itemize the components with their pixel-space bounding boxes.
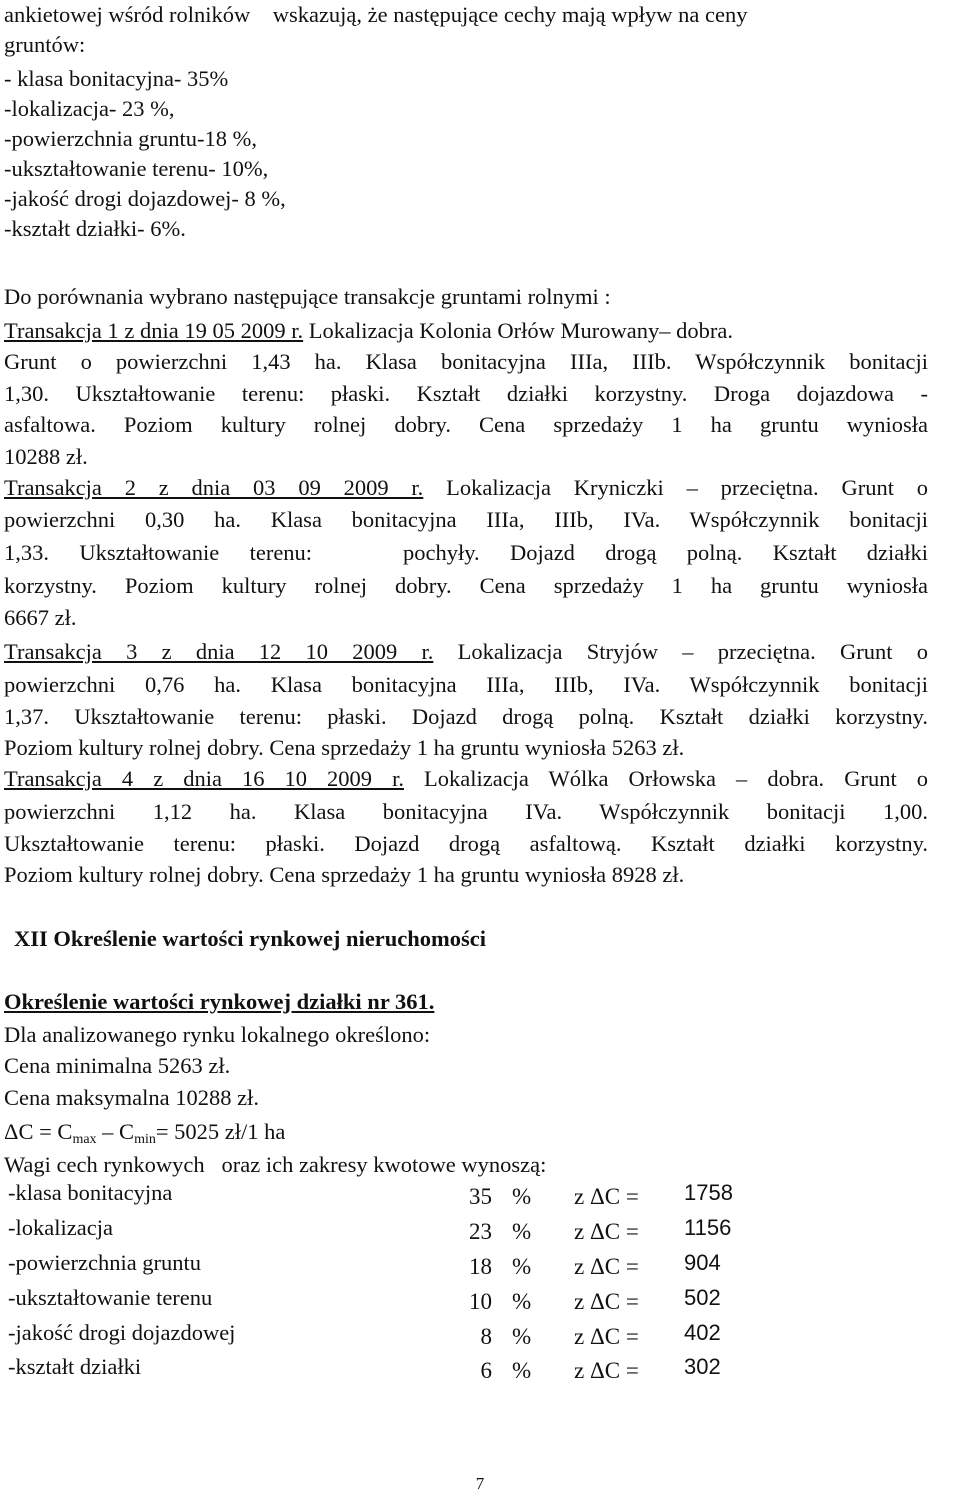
- weight-amount: 302: [684, 1354, 721, 1379]
- weight-amount: 1156: [684, 1215, 732, 1240]
- weight-amount: 502: [684, 1285, 721, 1310]
- weight-name: -powierzchnia gruntu: [8, 1250, 202, 1275]
- weights-row: [0, 1180, 960, 1212]
- weight-percent-sign: %: [512, 1289, 532, 1314]
- weight-percent: 8: [480, 1324, 492, 1349]
- weight-delta-label: z ΔC =: [574, 1289, 639, 1314]
- transaction-3-heading: Transakcja 3 z dnia 12 10 2009 r.: [4, 639, 434, 664]
- transaction-4-heading: Transakcja 4 z dnia 16 10 2009 r.: [4, 766, 404, 791]
- transaction-1-line-1: [4, 316, 928, 346]
- weight-name: -lokalizacja: [8, 1215, 113, 1240]
- delta-lhs: ΔC = C: [4, 1119, 73, 1144]
- transaction-3-line-4: Poziom kultury rolnej dobry. Cena sprzedaży 1 ha gruntu wyniosła 5263 zł.: [4, 735, 685, 760]
- weights-row: [0, 1320, 960, 1352]
- feature-item: -lokalizacja- 23 %,: [4, 96, 175, 121]
- weights-row: [0, 1250, 960, 1282]
- transaction-4-line-4: Poziom kultury rolnej dobry. Cena sprzedaży 1 ha gruntu wyniosła 8928 zł.: [4, 862, 685, 887]
- weight-delta-label: z ΔC =: [574, 1254, 639, 1279]
- transaction-1-line-5: 10288 zł.: [4, 444, 88, 469]
- transaction-2-line-3: 1,33. Ukształtowanie terenu: pochyły. Dojazd drogą polną. Kształt działki: [4, 540, 928, 565]
- transaction-2-line-2: powierzchni 0,30 ha. Klasa bonitacyjna IIIa, IIIb, IVa. Współczynnik bonitacji: [4, 507, 928, 532]
- weight-amount: 402: [684, 1320, 721, 1345]
- weight-percent-sign: %: [512, 1184, 532, 1209]
- transaction-3-line-1: [4, 637, 928, 667]
- feature-item: -kształt działki- 6%.: [4, 216, 186, 241]
- weight-name: -klasa bonitacyjna: [8, 1180, 173, 1205]
- feature-item: -powierzchnia gruntu-18 %,: [4, 126, 258, 151]
- delta-mid: – C: [96, 1119, 135, 1144]
- transaction-2-heading: Transakcja 2 z dnia 03 09 2009 r.: [4, 475, 424, 500]
- transaction-1-location: Lokalizacja Kolonia Orłów Murowany– dobra.: [303, 318, 733, 343]
- max-price: Cena maksymalna 10288 zł.: [4, 1085, 259, 1110]
- weights-row: [0, 1215, 960, 1247]
- intro-line-2: gruntów:: [4, 32, 86, 57]
- intro-line-1: ankietowej wśród rolników wskazują, że następujące cechy mają wpływ na ceny: [4, 2, 748, 27]
- transaction-4-location: Lokalizacja Wólka Orłowska – dobra. Grunt o: [403, 766, 928, 791]
- min-price: Cena minimalna 5263 zł.: [4, 1053, 231, 1078]
- transaction-1-heading: Transakcja 1 z dnia 19 05 2009 r.: [4, 318, 304, 343]
- weight-percent: 35: [469, 1184, 492, 1209]
- weight-delta-label: z ΔC =: [574, 1184, 639, 1209]
- transaction-4-line-1: [4, 764, 928, 794]
- weight-delta-label: z ΔC =: [574, 1219, 639, 1244]
- analysis-intro: Dla analizowanego rynku lokalnego określono:: [4, 1022, 431, 1047]
- weight-percent: 10: [469, 1289, 492, 1314]
- delta-rhs: = 5025 zł/1 ha: [155, 1119, 286, 1144]
- weight-percent-sign: %: [512, 1254, 532, 1279]
- weight-percent: 23: [469, 1219, 492, 1244]
- weight-percent: 6: [480, 1358, 492, 1383]
- feature-item: - klasa bonitacyjna- 35%: [4, 66, 229, 91]
- weights-row: [0, 1354, 960, 1386]
- transaction-1-line-4: asfaltowa. Poziom kultury rolnej dobry. Cena sprzedaży 1 ha gruntu wyniosła: [4, 412, 928, 437]
- weight-percent-sign: %: [512, 1358, 532, 1383]
- weights-intro: Wagi cech rynkowych oraz ich zakresy kwotowe wynoszą:: [4, 1152, 547, 1177]
- weight-percent-sign: %: [512, 1324, 532, 1349]
- weight-delta-label: z ΔC =: [574, 1358, 639, 1383]
- weight-amount: 1758: [684, 1180, 733, 1205]
- transaction-1-line-2: Grunt o powierzchni 1,43 ha. Klasa bonitacyjna IIIa, IIIb. Współczynnik bonitacji: [4, 349, 928, 374]
- weights-row: [0, 1285, 960, 1317]
- weight-name: -ukształtowanie terenu: [8, 1285, 213, 1310]
- transaction-2-line-1: [4, 473, 928, 503]
- transaction-2-location: Lokalizacja Kryniczki – przeciętna. Grunt o: [423, 475, 928, 500]
- weight-percent-sign: %: [512, 1219, 532, 1244]
- page-number: 7: [475, 1474, 485, 1493]
- weight-amount: 904: [684, 1250, 721, 1275]
- weight-name: -jakość drogi dojazdowej: [8, 1320, 236, 1345]
- section-heading: XII Określenie wartości rynkowej nieruchomości: [14, 926, 487, 951]
- delta-min-subscript: min: [134, 1132, 156, 1147]
- feature-item: -jakość drogi dojazdowej- 8 %,: [4, 186, 286, 211]
- weight-percent: 18: [469, 1254, 492, 1279]
- feature-item: -ukształtowanie terenu- 10%,: [4, 156, 269, 181]
- transaction-3-line-2: powierzchni 0,76 ha. Klasa bonitacyjna IIIa, IIIb, IVa. Współczynnik bonitacji: [4, 672, 928, 697]
- transaction-4-line-2: powierzchni 1,12 ha. Klasa bonitacyjna IVa. Współczynnik bonitacji 1,00.: [4, 799, 928, 824]
- subsection-heading: Określenie wartości rynkowej działki nr 361.: [4, 989, 435, 1014]
- transaction-2-line-5: 6667 zł.: [4, 605, 77, 630]
- transaction-3-location: Lokalizacja Stryjów – przeciętna. Grunt o: [433, 639, 929, 664]
- transactions-intro: Do porównania wybrano następujące transakcje gruntami rolnymi :: [4, 284, 611, 309]
- transaction-4-line-3: Ukształtowanie terenu: płaski. Dojazd drogą asfaltową. Kształt działki korzystny.: [4, 831, 928, 856]
- transaction-2-line-4: korzystny. Poziom kultury rolnej dobry. Cena sprzedaży 1 ha gruntu wyniosła: [4, 573, 928, 598]
- transaction-1-line-3: 1,30. Ukształtowanie terenu: płaski. Kształt działki korzystny. Droga dojazdowa -: [4, 381, 928, 406]
- weight-delta-label: z ΔC =: [574, 1324, 639, 1349]
- transaction-3-line-3: 1,37. Ukształtowanie terenu: płaski. Dojazd drogą polną. Kształt działki korzystny.: [4, 704, 928, 729]
- delta-max-subscript: max: [72, 1132, 97, 1147]
- weight-name: -kształt działki: [8, 1354, 142, 1379]
